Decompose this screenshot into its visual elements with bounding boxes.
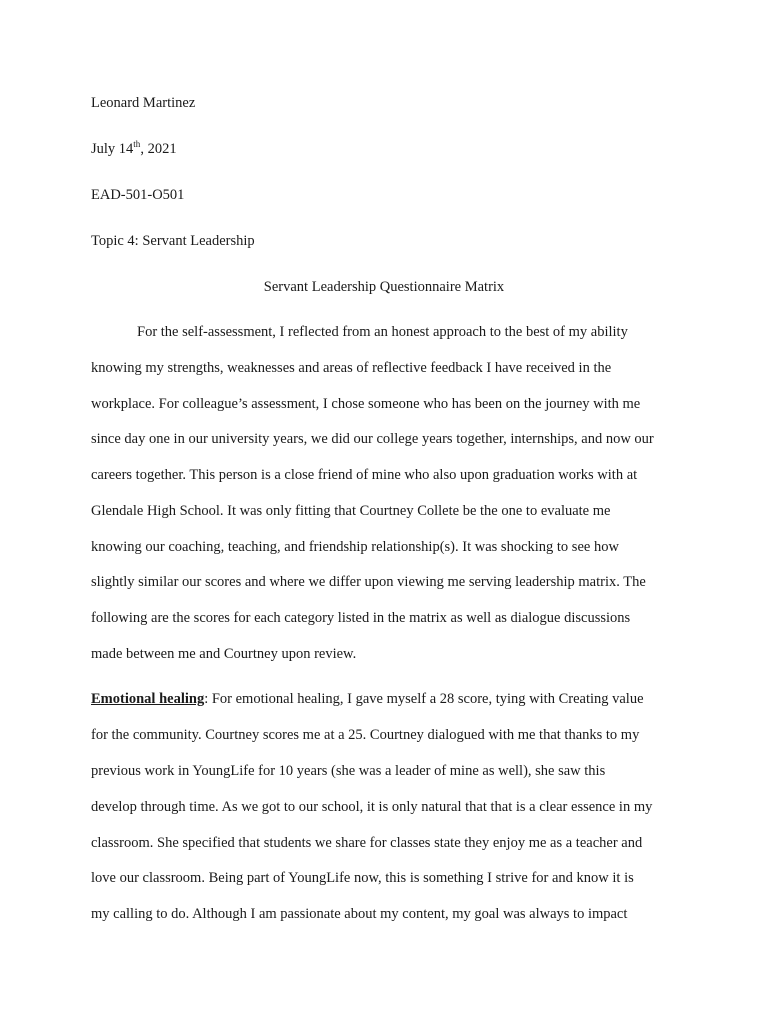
paragraph-line: classroom. She specified that students we share for classes state they enjoy me as a teacher and	[91, 835, 643, 851]
paragraph-line: following are the scores for each category listed in the matrix as well as dialogue discussions	[91, 610, 631, 626]
section-first-line	[91, 690, 644, 708]
document-title: Servant Leadership Questionnaire Matrix	[263, 279, 505, 295]
paragraph-line: for the community. Courtney scores me at a 25. Courtney dialogued with me that thanks to my	[91, 727, 640, 743]
paragraph-line: For the self-assessment, I reflected from an honest approach to the best of my ability	[137, 324, 628, 340]
paragraph-line: made between me and Courtney upon review.	[91, 646, 357, 662]
date-main: July 14	[91, 141, 134, 157]
section-heading-suffix: : For emotional healing, I gave myself a 28 score, tying with Creating value	[204, 691, 644, 707]
paragraph-line: Glendale High School. It was only fitting that Courtney Collete be the one to evaluate me	[91, 503, 611, 519]
paragraph-line: develop through time. As we got to our school, it is only natural that that is a clear essence in my	[91, 799, 653, 815]
paragraph-line: workplace. For colleague’s assessment, I chose someone who has been on the journey with me	[91, 396, 641, 412]
paragraph-line: careers together. This person is a close friend of mine who also upon graduation works with at	[91, 467, 638, 483]
document-date	[91, 140, 177, 158]
date-rest: , 2021	[140, 141, 177, 157]
paragraph-line: knowing our coaching, teaching, and friendship relationship(s). It was shocking to see how	[91, 539, 619, 555]
section-heading: Emotional healing	[91, 691, 205, 707]
course-code: EAD-501-O501	[91, 187, 185, 203]
paragraph-line: knowing my strengths, weaknesses and areas of reflective feedback I have received in the	[91, 360, 612, 376]
paragraph-line: slightly similar our scores and where we differ upon viewing me serving leadership matrix. The	[91, 574, 646, 590]
date-ordinal-suffix: th	[133, 139, 141, 150]
paragraph-line: love our classroom. Being part of YoungLife now, this is something I strive for and know it is	[91, 870, 634, 886]
paragraph-line: my calling to do. Although I am passionate about my content, my goal was always to impact	[91, 906, 628, 922]
paragraph-line: previous work in YoungLife for 10 years (she was a leader of mine as well), she saw this	[91, 763, 606, 779]
paragraph-line: since day one in our university years, we did our college years together, internships, and now our	[91, 431, 654, 447]
topic-line: Topic 4: Servant Leadership	[91, 233, 255, 249]
author-name: Leonard Martinez	[91, 95, 196, 111]
